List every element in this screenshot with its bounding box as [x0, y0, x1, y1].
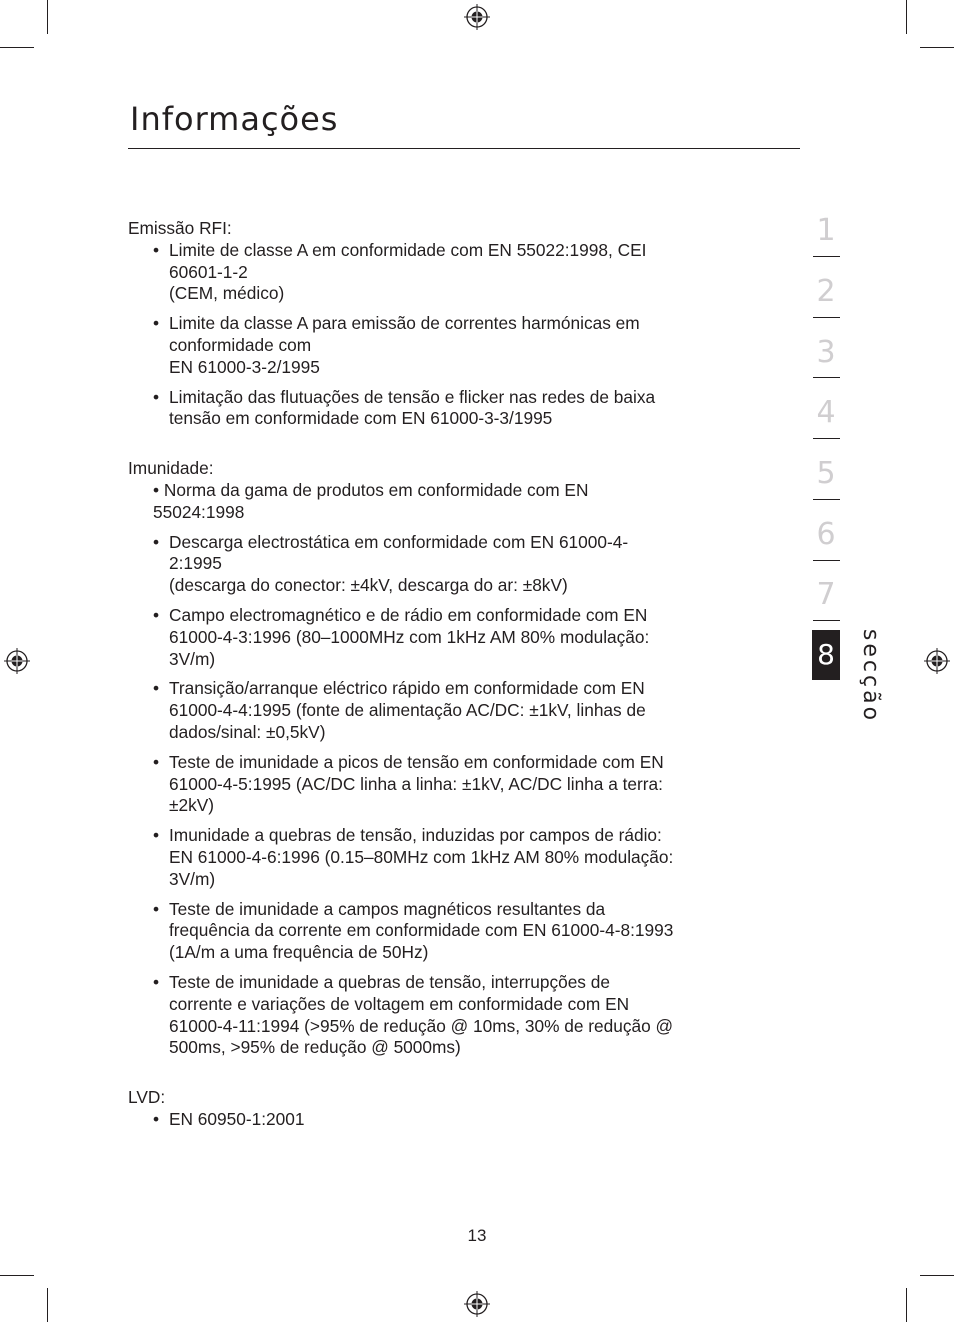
section-divider — [813, 499, 840, 500]
crop-mark — [47, 1288, 48, 1322]
bullet: • — [153, 751, 160, 772]
item-line: 3V/m) — [169, 868, 216, 889]
list-item — [128, 825, 773, 890]
list-item — [128, 240, 773, 305]
item-line: 500ms, >95% de redução @ 5000ms) — [169, 1037, 461, 1058]
item-line: Norma da gama de produtos em conformidade com EN — [163, 479, 589, 500]
item-line: Campo electromagnético e de rádio em conformidade com EN — [169, 604, 648, 625]
item-line: frequência da corrente em conformidade com EN 61000-4-8:1993 — [169, 920, 674, 941]
list-item — [128, 899, 773, 964]
item-line: dados/sinal: ±0,5kV) — [169, 721, 326, 742]
section-divider — [813, 317, 840, 318]
crop-mark — [0, 1275, 34, 1276]
crop-mark — [0, 47, 34, 48]
section-divider — [813, 438, 840, 439]
section-heading-rfi: Emissão RFI: — [128, 218, 232, 238]
list-item — [128, 605, 773, 670]
list-item — [128, 678, 773, 743]
section-number-7: 7 — [816, 577, 836, 612]
registration-mark-icon — [464, 4, 490, 30]
spec-content — [128, 218, 773, 1139]
crop-mark — [906, 1288, 907, 1322]
bullet: • — [153, 1108, 160, 1129]
bullet: • — [153, 678, 160, 699]
item-line: 61000-4-4:1995 (fonte de alimentação AC/DC: ±1kV, linhas de — [169, 700, 646, 721]
item-line: EN 61000-4-6:1996 (0.15–80MHz com 1kHz AM 80% modulação: — [169, 846, 674, 867]
page-number: 13 — [467, 1226, 487, 1245]
list-item — [128, 972, 773, 1059]
item-line: 55024:1998 — [153, 501, 245, 522]
item-line: (1A/m a uma frequência de 50Hz) — [169, 942, 429, 963]
item-line: conformidade com — [169, 334, 312, 355]
section-divider — [813, 377, 840, 378]
title-divider — [128, 148, 800, 149]
section-divider — [813, 256, 840, 257]
section-label: secção — [858, 628, 883, 724]
page-title: Informações — [130, 100, 339, 138]
item-line: EN 61000-3-2/1995 — [169, 356, 320, 377]
list-item — [128, 313, 773, 378]
item-line: (CEM, médico) — [169, 283, 285, 304]
item-line: tensão em conformidade com EN 61000-3-3/1995 — [169, 408, 553, 429]
item-line: Teste de imunidade a picos de tensão em conformidade com EN — [169, 751, 664, 772]
item-line: (descarga do conector: ±4kV, descarga do ar: ±8kV) — [169, 575, 568, 596]
crop-mark — [47, 0, 48, 34]
section-heading-lvd: LVD: — [128, 1087, 166, 1108]
crop-mark — [920, 1275, 954, 1276]
section-tab-active: 8 — [812, 630, 840, 680]
section-number-4: 4 — [816, 395, 836, 430]
item-line: 2:1995 — [169, 553, 222, 574]
list-item — [128, 752, 773, 817]
bullet: • — [153, 898, 160, 919]
section-number-1: 1 — [816, 213, 836, 248]
item-line: ±2kV) — [169, 795, 215, 816]
section-divider — [813, 620, 840, 621]
bullet: • — [153, 604, 160, 625]
item-line: Descarga electrostática em conformidade com EN 61000-4- — [169, 531, 629, 552]
section-number-2: 2 — [816, 274, 836, 309]
item-line: Imunidade a quebras de tensão, induzidas por campos de rádio: — [169, 825, 662, 846]
bullet: • — [153, 313, 160, 334]
item-line: Teste de imunidade a quebras de tensão, interrupções de — [169, 971, 610, 992]
item-line: Transição/arranque eléctrico rápido em conformidade com EN — [169, 678, 645, 699]
list-item — [128, 480, 773, 524]
section-number-5: 5 — [816, 456, 836, 491]
bullet: • — [153, 531, 160, 552]
bullet: • — [153, 971, 160, 992]
item-line: Limitação das flutuações de tensão e flicker nas redes de baixa — [169, 386, 656, 407]
list-item — [128, 1109, 773, 1131]
item-line: Teste de imunidade a campos magnéticos resultantes da — [169, 898, 606, 919]
crop-mark — [906, 0, 907, 34]
bullet: • — [153, 386, 160, 407]
registration-mark-icon — [464, 1291, 490, 1317]
crop-mark — [920, 47, 954, 48]
item-line: corrente e variações de voltagem em conformidade com EN — [169, 993, 630, 1014]
registration-mark-icon — [924, 648, 950, 674]
list-item — [128, 387, 773, 431]
item-line: EN 60950-1:2001 — [169, 1108, 305, 1129]
section-heading-immunity: Imunidade: — [128, 458, 214, 479]
item-line: Limite de classe A em conformidade com EN 55022:1998, CEI — [169, 239, 647, 260]
registration-mark-icon — [4, 648, 30, 674]
bullet: • — [153, 239, 160, 260]
item-line: 61000-4-11:1994 (>95% de redução @ 10ms, 30% de redução @ — [169, 1015, 674, 1036]
section-number-6: 6 — [816, 517, 836, 552]
item-line: 3V/m) — [169, 648, 216, 669]
item-line: 61000-4-5:1995 (AC/DC linha a linha: ±1kV, AC/DC linha a terra: — [169, 773, 663, 794]
bullet: • — [153, 825, 160, 846]
bullet: • — [153, 479, 160, 500]
list-item — [128, 532, 773, 597]
item-line: 61000-4-3:1996 (80–1000MHz com 1kHz AM 80% modulação: — [169, 626, 650, 647]
item-line: Limite da classe A para emissão de correntes harmónicas em — [169, 313, 640, 334]
section-number-3: 3 — [816, 335, 836, 370]
item-line: 60601-1-2 — [169, 261, 248, 282]
section-divider — [813, 560, 840, 561]
